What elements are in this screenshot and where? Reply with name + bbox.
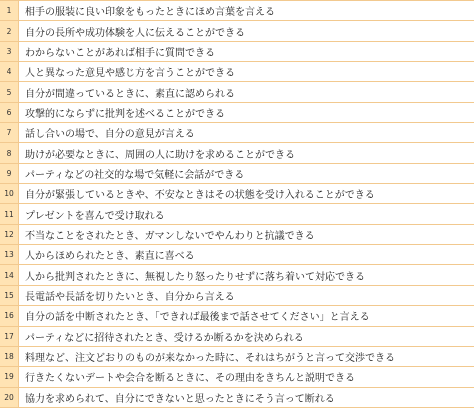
row-number: 11: [0, 204, 19, 223]
row-number: 5: [0, 82, 19, 101]
list-row: [0, 347, 474, 367]
list-row: [0, 103, 474, 123]
row-text: 協力を求められて、自分にできないと思ったときにそう言って断れる: [25, 393, 335, 405]
row-text: 自分の話を中断されたとき、「できれば最後まで話させてください」と言える: [25, 312, 370, 324]
row-text: 長電話や長話を切りたいとき、自分から言える: [25, 291, 235, 303]
list-row: [0, 388, 474, 408]
row-number: 6: [0, 103, 19, 122]
row-number: 7: [0, 123, 19, 142]
row-text: 人からほめられたとき、素直に喜べる: [25, 251, 195, 263]
row-text: わからないことがあれば相手に質問できる: [25, 47, 215, 59]
row-number: 13: [0, 245, 19, 264]
list-row: [0, 367, 474, 387]
row-number: 10: [0, 184, 19, 203]
row-text: 行きたくないデートや会合を断るときに、その理由をきちんと説明できる: [25, 373, 355, 385]
row-number: 14: [0, 265, 19, 284]
row-text: 攻撃的にならずに批判を述べることができる: [25, 108, 225, 120]
row-text: 自分が間違っているときに、素直に認められる: [25, 88, 235, 100]
row-text: 自分の長所や成功体験を人に伝えることができる: [25, 27, 245, 39]
row-number: 20: [0, 388, 19, 407]
list-row: [0, 143, 474, 163]
list-row: [0, 225, 474, 245]
row-text: パーティなどに招待されたとき、受けるか断るかを決められる: [25, 332, 304, 344]
list-row: [0, 21, 474, 41]
row-number: 17: [0, 327, 19, 346]
row-number: 18: [0, 347, 19, 366]
row-number: 19: [0, 367, 19, 386]
list-row: [0, 286, 474, 306]
list-row: [0, 82, 474, 102]
row-text: プレゼントを喜んで受け取れる: [25, 210, 165, 222]
row-text: 不当なことをされたとき、ガマンしないでやんわりと抗議できる: [25, 230, 315, 242]
row-text: 料理など、注文どおりのものが来なかった時に、それはちがうと言って交渉できる: [25, 353, 395, 365]
row-text: パーティなどの社交的な場で気軽に会話ができる: [25, 169, 245, 181]
row-number: 4: [0, 62, 19, 81]
row-text: 話し合いの場で、自分の意見が言える: [25, 129, 195, 141]
list-row: [0, 42, 474, 62]
list-row: [0, 306, 474, 326]
row-number: 3: [0, 42, 19, 61]
row-text: 人から批判されたときに、無視したり怒ったりせずに落ち着いて対応できる: [25, 271, 365, 283]
list-row: [0, 245, 474, 265]
row-number: 2: [0, 21, 19, 40]
row-text: 人と異なった意見や感じ方を言うことができる: [25, 68, 235, 80]
list-row: [0, 62, 474, 82]
row-number: 1: [0, 1, 19, 20]
row-number: 9: [0, 164, 19, 183]
list-row: [0, 1, 474, 21]
list-row: [0, 164, 474, 184]
list-row: [0, 123, 474, 143]
row-number: 16: [0, 306, 19, 325]
list-row: [0, 204, 474, 224]
row-text: 自分が緊張しているときや、不安なときはその状態を受け入れることができる: [25, 190, 375, 202]
row-text: 助けが必要なときに、周囲の人に助けを求めることができる: [25, 149, 295, 161]
row-number: 15: [0, 286, 19, 305]
row-number: 12: [0, 225, 19, 244]
row-number: 8: [0, 143, 19, 162]
list-row: [0, 265, 474, 285]
row-text: 相手の服装に良い印象をもったときにほめ言葉を言える: [25, 7, 275, 19]
list-row: [0, 184, 474, 204]
list-row: [0, 327, 474, 347]
